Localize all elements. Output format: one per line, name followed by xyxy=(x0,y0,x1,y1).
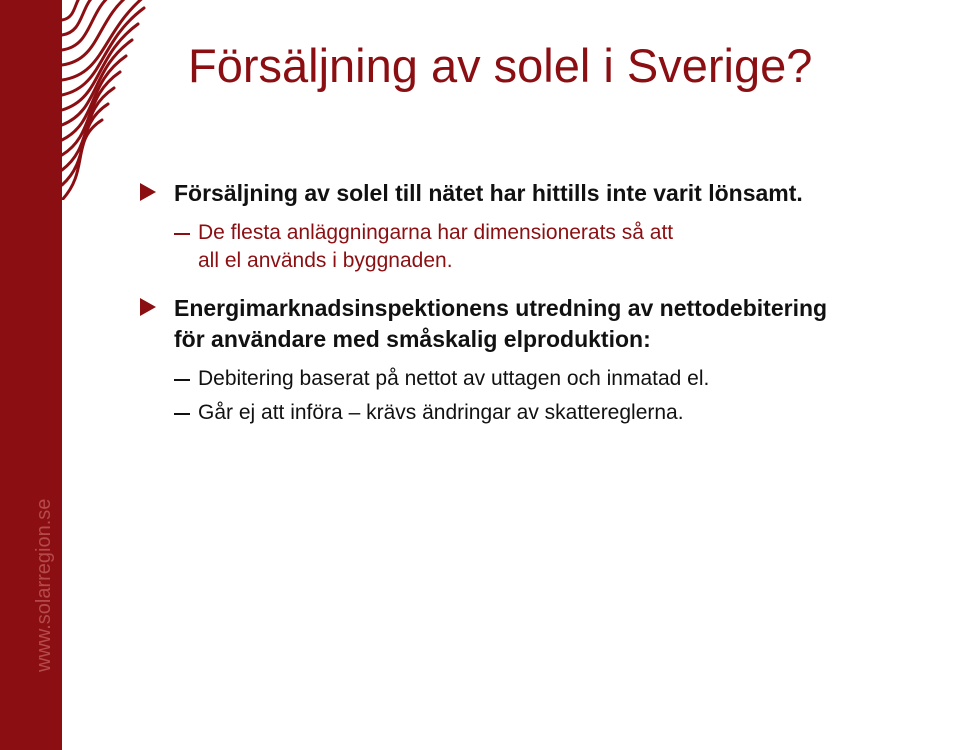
sub-bullet-item xyxy=(140,219,960,275)
bullet-item xyxy=(140,178,960,209)
decorative-swirl xyxy=(0,0,150,200)
bullet-text-line: för användare med småskalig elproduktion: xyxy=(174,326,651,352)
bullet-item xyxy=(140,293,960,355)
sub-bullet-text: Går ej att införa – krävs ändringar av skattereglerna. xyxy=(198,401,684,424)
sub-bullet-line: De flesta anläggningarna har dimensionerats så att xyxy=(198,221,674,244)
bullet-list xyxy=(140,178,960,427)
dash-bullet-icon xyxy=(174,233,190,235)
triangle-bullet-icon xyxy=(140,298,156,316)
website-url: www.solarregion.se xyxy=(33,498,55,672)
sub-bullet-text: Debitering baserat på nettot av uttagen och inmatad el. xyxy=(198,367,710,390)
triangle-bullet-icon xyxy=(140,183,156,201)
dash-bullet-icon xyxy=(174,413,190,415)
sub-bullet-item xyxy=(140,365,960,393)
dash-bullet-icon xyxy=(174,379,190,381)
bullet-text: Försäljning av solel till nätet har hittills inte varit lönsamt. xyxy=(174,180,803,206)
bullet-text-line: Energimarknadsinspektionens utredning av nettodebitering xyxy=(174,295,828,321)
sub-bullet-line: all el används i byggnaden. xyxy=(198,249,453,272)
sub-bullet-item xyxy=(140,399,960,427)
slide-title: Försäljning av solel i Sverige? xyxy=(188,39,813,92)
